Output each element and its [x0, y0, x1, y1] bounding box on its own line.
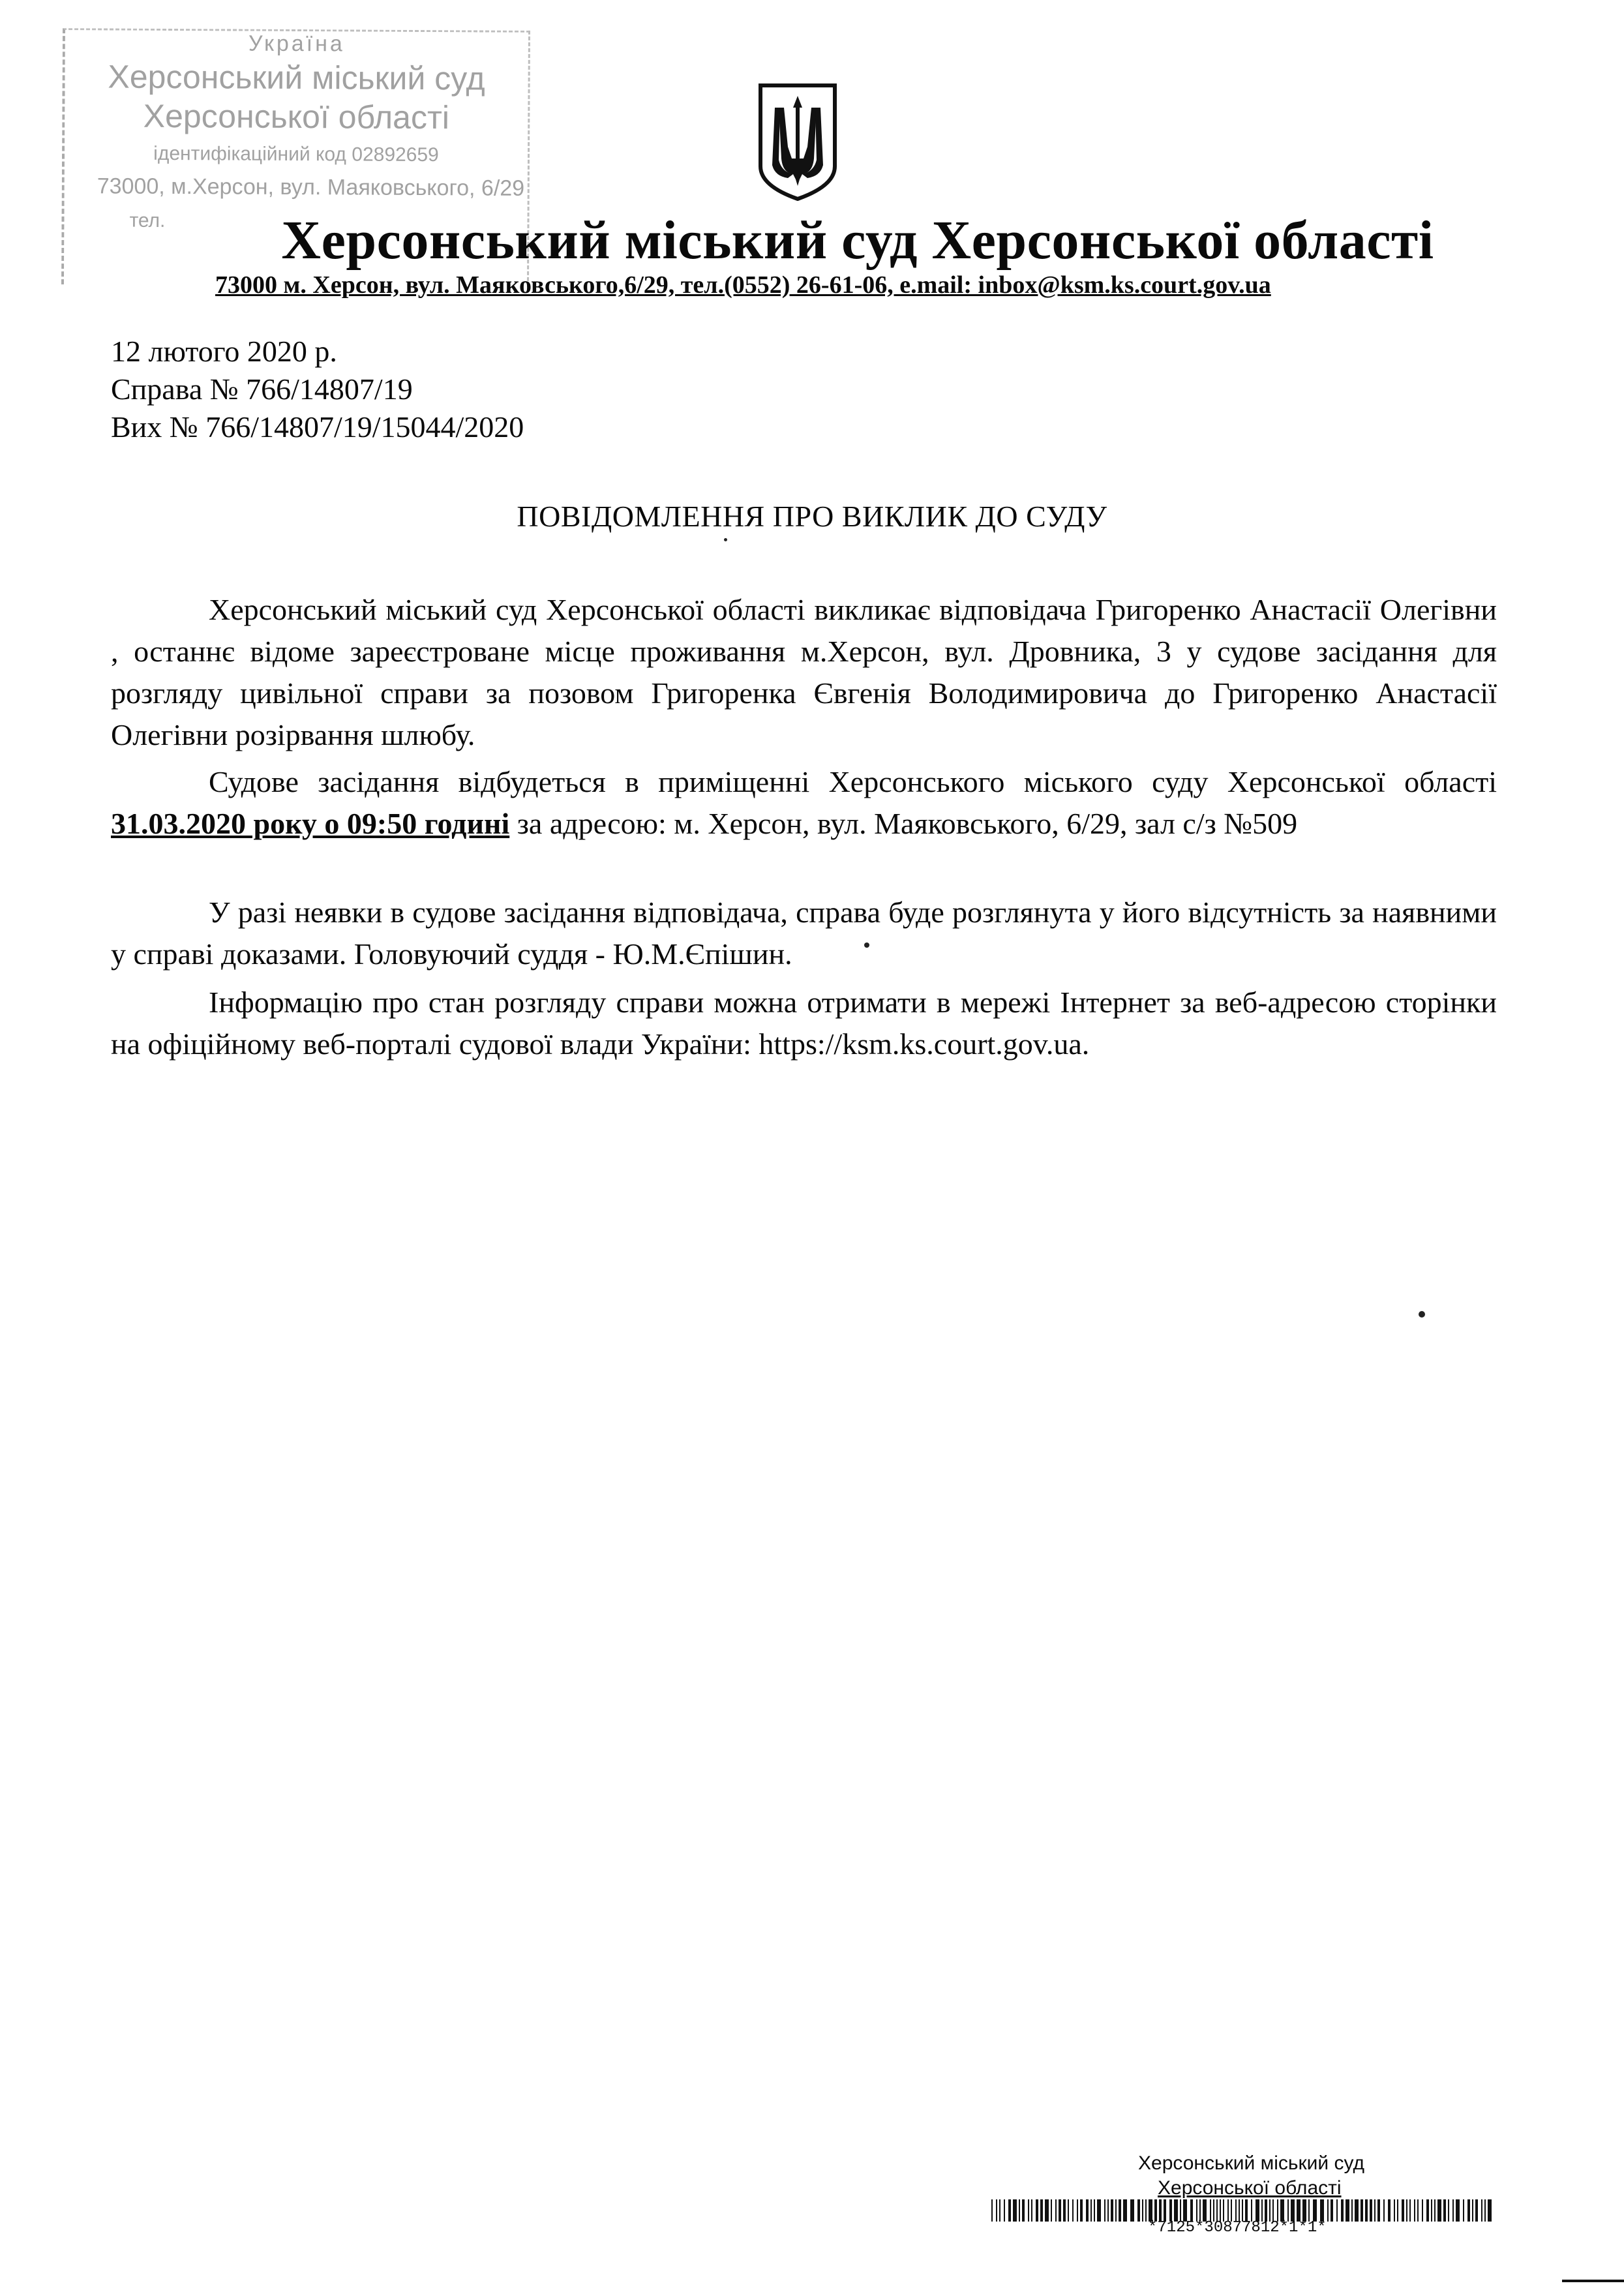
barcode-bar	[1123, 2199, 1127, 2222]
document-title: ПОВІДОМЛЕННЯ ПРО ВИКЛИК ДО СУДУ	[517, 500, 1107, 533]
scan-edge-line	[1562, 2280, 1624, 2282]
barcode-bar	[1119, 2199, 1121, 2222]
barcode-bar	[1227, 2199, 1229, 2222]
barcode-bar	[1235, 2199, 1237, 2222]
barcode-bar	[1383, 2199, 1385, 2222]
barcode-bar	[1251, 2199, 1252, 2222]
barcode-bar	[1261, 2199, 1263, 2222]
barcode-bar	[1059, 2199, 1061, 2222]
barcode-bar	[1028, 2199, 1029, 2222]
barcode-bar	[1355, 2199, 1359, 2222]
barcode-bar	[1190, 2199, 1193, 2222]
barcode-bar	[1475, 2199, 1478, 2222]
barcode-bar	[1456, 2199, 1460, 2222]
barcode-bar	[1111, 2199, 1113, 2222]
barcode-bar	[1183, 2199, 1187, 2222]
barcode-bar	[1107, 2199, 1109, 2222]
barcode-bar	[1137, 2199, 1140, 2222]
paragraph-absence	[111, 892, 1497, 975]
barcode-bar	[1308, 2199, 1310, 2222]
hearing-datetime: 31.03.2020 року о 09:50 годині	[111, 807, 510, 840]
barcode-bar	[1320, 2199, 1324, 2222]
barcode-bar	[1287, 2199, 1289, 2222]
barcode-bar	[1488, 2199, 1492, 2222]
stamp-line: 73000, м.Херсон, вул. Маяковського, 6/29	[97, 173, 525, 201]
barcode-bar	[1452, 2199, 1454, 2222]
barcode-bar	[1265, 2199, 1267, 2222]
barcode-bar	[1437, 2199, 1441, 2222]
barcode-bar	[1402, 2199, 1404, 2222]
document-date: 12 лютого 2020 р.	[111, 335, 337, 368]
barcode-bar	[1269, 2199, 1271, 2222]
barcode-bar	[1031, 2199, 1032, 2222]
paragraph-summons	[111, 589, 1497, 756]
barcode-bar	[1361, 2199, 1363, 2222]
barcode-bar	[1094, 2199, 1095, 2222]
stamp-line: Україна	[248, 31, 345, 57]
case-number: Справа № 766/14807/19	[111, 372, 413, 406]
barcode-bar	[1154, 2199, 1157, 2222]
barcode-bar	[1327, 2199, 1329, 2222]
barcode-bar	[1077, 2199, 1078, 2222]
paragraph-text: Інформацію про стан розгляду справи можна отримати в мережі Інтернет за веб-адресою сторінки на офіційному веб-порталі судової влади України: https://ksm.ks.court.gov.ua.	[111, 986, 1497, 1061]
barcode-bar	[1055, 2199, 1057, 2222]
barcode-bar	[1374, 2199, 1376, 2222]
barcode-bar	[1231, 2199, 1232, 2222]
barcode-bar	[1409, 2199, 1411, 2222]
barcode-bar	[1145, 2199, 1147, 2222]
barcode-bar	[1220, 2199, 1221, 2222]
paragraph-text: Херсонський міський суд Херсонської області викликає відповідача Григоренко Анастасії Олегівни , останнє відоме зареєстроване місце проживання м.Херсон, вул. Дровника, 3 у судове засідання для розгляду цивільної справи за позовом Григоренка Євгенія Володимировича до Григоренко Анастасії Олегівни розірвання шлюбу.	[111, 593, 1497, 751]
barcode-bar	[1336, 2199, 1338, 2222]
barcode-bar	[1104, 2199, 1105, 2222]
barcode-bar	[1130, 2199, 1134, 2222]
paragraph-hearing	[111, 761, 1497, 845]
barcode-bar	[1063, 2199, 1066, 2222]
barcode-bar	[1443, 2199, 1446, 2222]
barcode-bar	[1291, 2199, 1295, 2222]
barcode-bar	[1142, 2199, 1143, 2222]
barcode-bar	[1203, 2199, 1207, 2222]
barcode-bar	[1370, 2199, 1372, 2222]
barcode-bar	[1086, 2199, 1089, 2222]
barcode-bar	[1467, 2199, 1470, 2222]
stamp-line: тел.	[129, 209, 166, 232]
stamp-line: Херсонської області	[143, 97, 450, 136]
barcode-bar	[1097, 2199, 1101, 2222]
paragraph-text: Судове засідання відбудеться в приміщенні Херсонського міського суду Херсонської області	[209, 765, 1497, 798]
barcode-bar	[1159, 2199, 1162, 2222]
barcode-bar	[1115, 2199, 1117, 2222]
court-name: Херсонський міський суд Херсонської області	[281, 210, 1434, 271]
barcode-bar	[991, 2199, 993, 2222]
barcode-bar	[1365, 2199, 1368, 2222]
barcode-bar	[1213, 2199, 1214, 2222]
barcode-bar	[1210, 2199, 1211, 2222]
barcode-bar	[1277, 2199, 1278, 2222]
barcode-bar	[1196, 2199, 1197, 2222]
barcode-bar	[1045, 2199, 1049, 2222]
outgoing-number: Вих № 766/14807/19/15044/2020	[111, 410, 524, 444]
barcode-bar	[1272, 2199, 1274, 2222]
barcode-bar	[1149, 2199, 1152, 2222]
scan-speck	[1419, 1311, 1425, 1318]
trident-icon	[755, 82, 840, 202]
barcode-number: *7125*30877812*1*1*	[1148, 2219, 1327, 2237]
barcode-bar	[1331, 2199, 1333, 2222]
barcode-bar	[1394, 2199, 1395, 2222]
barcode-bar	[1242, 2199, 1243, 2222]
barcode-bar	[1174, 2199, 1178, 2222]
barcode-bar	[1463, 2199, 1464, 2222]
barcode-bar	[1090, 2199, 1092, 2222]
barcode-bar	[1019, 2199, 1020, 2222]
barcode-caption-line1: Херсонський міський суд	[1138, 2152, 1364, 2174]
barcode-bar	[1040, 2199, 1043, 2222]
barcode-bar	[1346, 2199, 1349, 2222]
barcode-bar	[1036, 2199, 1038, 2222]
barcode-bar	[1223, 2199, 1224, 2222]
barcode-bar	[999, 2199, 1000, 2222]
barcode-bar	[1448, 2199, 1449, 2222]
barcode-bar	[1351, 2199, 1353, 2222]
barcode-bar	[1422, 2199, 1423, 2222]
barcode-bar	[1004, 2199, 1005, 2222]
paragraph-info	[111, 982, 1497, 1065]
barcode-bar	[1414, 2199, 1415, 2222]
barcode-bar	[1051, 2199, 1052, 2222]
barcode-bar	[1080, 2199, 1083, 2222]
barcode-bar	[1199, 2199, 1201, 2222]
barcode-caption-line2: Херсонської області	[1158, 2177, 1342, 2199]
barcode-bar	[1180, 2199, 1181, 2222]
stamp-line: ідентифікаційний код 02892659	[153, 142, 439, 166]
barcode-bar	[1341, 2199, 1344, 2222]
barcode-bar	[1013, 2199, 1017, 2222]
paragraph-text: У разі неявки в судове засідання відповідача, справа буде розглянута у його відсутність за наявними у справі доказами. Головуючий суддя - Ю.М.Єпішин.	[111, 896, 1497, 971]
barcode-bar	[1377, 2199, 1380, 2222]
barcode-bar	[1216, 2199, 1218, 2222]
barcode-bar	[1388, 2199, 1391, 2222]
scan-speck	[864, 942, 869, 948]
paragraph-text: за адресою: м. Херсон, вул. Маяковського, 6/29, зал с/з №509	[509, 807, 1298, 840]
barcode-bar	[1472, 2199, 1473, 2222]
barcode-bar	[1426, 2199, 1429, 2222]
barcode-bar	[1245, 2199, 1248, 2222]
barcode-bar	[1397, 2199, 1398, 2222]
barcode-bar	[996, 2199, 997, 2222]
barcode-bar	[1297, 2199, 1301, 2222]
barcode-bar	[1068, 2199, 1069, 2222]
scan-speck	[724, 538, 727, 541]
barcode-bar	[1406, 2199, 1407, 2222]
barcode-bar	[1164, 2199, 1166, 2222]
barcode-bar	[1313, 2199, 1317, 2222]
barcode-bar	[1434, 2199, 1436, 2222]
barcode-bar	[1280, 2199, 1284, 2222]
barcode-bar	[1256, 2199, 1259, 2222]
court-address: 73000 м. Херсон, вул. Маяковського,6/29, тел.(0552) 26-61-06, e.mail: inbox@ksm.ks.court.gov.ua	[215, 271, 1271, 299]
barcode-bar	[1302, 2199, 1306, 2222]
barcode-bar	[1417, 2199, 1419, 2222]
barcode-bar	[1072, 2199, 1074, 2222]
stamp-line: Херсонський міський суд	[108, 58, 485, 97]
barcode-bar	[1481, 2199, 1482, 2222]
barcode-bar	[1022, 2199, 1025, 2222]
barcode-bar	[1484, 2199, 1486, 2222]
barcode	[991, 2199, 1494, 2222]
barcode-bar	[1239, 2199, 1240, 2222]
barcode-bar	[1008, 2199, 1011, 2222]
barcode-bar	[1431, 2199, 1432, 2222]
barcode-bar	[1169, 2199, 1172, 2222]
